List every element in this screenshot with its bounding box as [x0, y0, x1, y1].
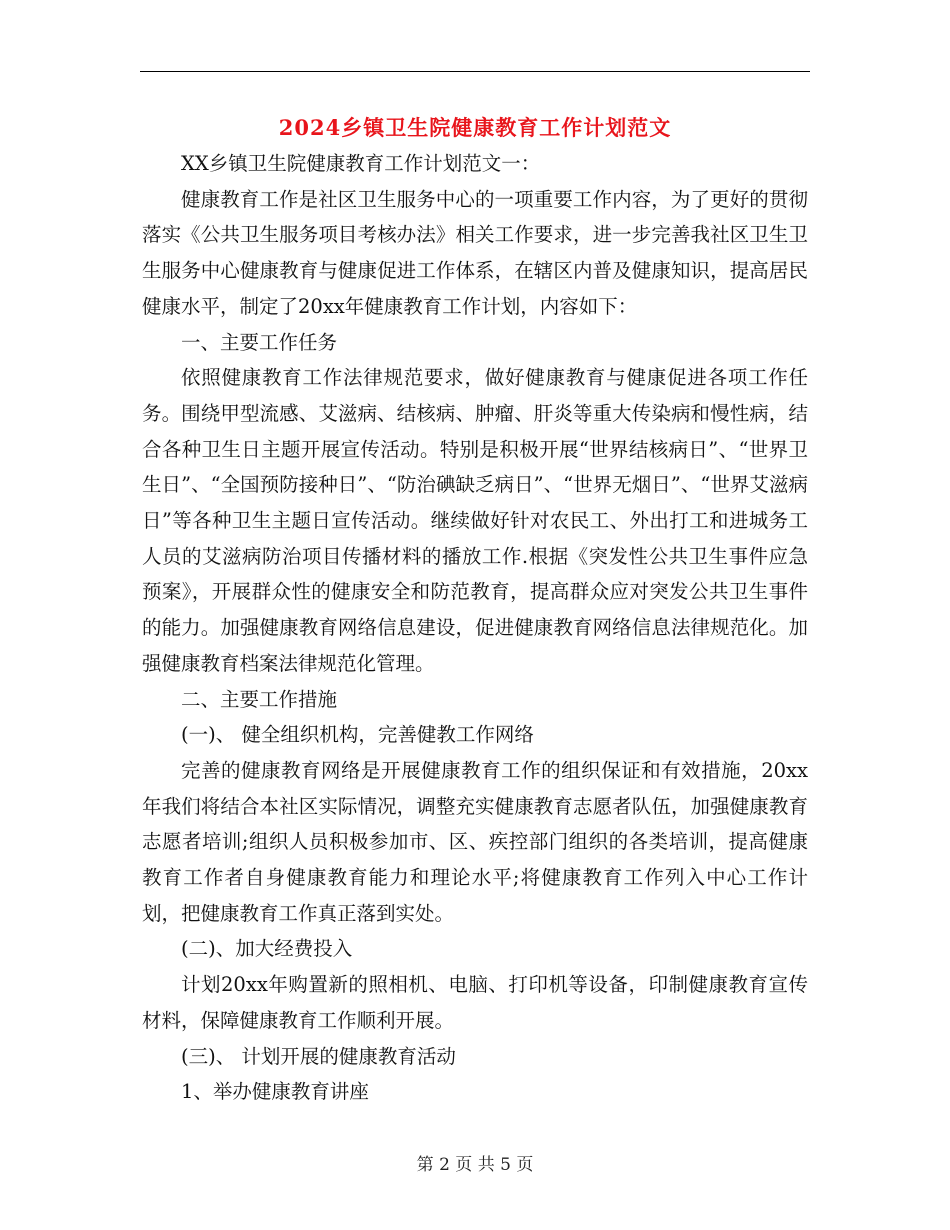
paragraph: XX乡镇卫生院健康教育工作计划范文一： [181, 152, 541, 175]
paragraph: 健康教育工作是社区卫生服务中心的一项重要工作内容，为了更好的贯彻落实《公共卫生服务项目考核办法》相关工作要求，进一步完善我社区卫生卫生服务中心健康教育与健康促进工作体系，在辖区内普及健康知识，提高居民健康水平，制定了20xx年健康教育工作计划，内容如下： [142, 187, 808, 318]
paragraph: 依照健康教育工作法律规范要求，做好健康教育与健康促进各项工作任务。围绕甲型流感、艾滋病、结核病、肿瘤、肝炎等重大传染病和慢性病，结合各种卫生日主题开展宣传活动。特别是积极开展“世界结核病日”、“世界卫生日”、“全国预防接种日”、“防治碘缺乏病日”、“世界无烟日”、“世界艾滋病日”等各种卫生主题日宣传活动。继续做好针对农民工、外出打工和进城务工人员的艾滋病防治项目传播材料的播放工作.根据《突发性公共卫生事件应急预案》，开展群众性的健康安全和防范教育，提高群众应对突发公共卫生事件的能力。加强健康教育网络信息建设，促进健康教育网络信息法律规范化。加强健康教育档案法律规范化管理。 [142, 366, 808, 675]
section-heading: 一、主要工作任务 [181, 330, 338, 354]
page-title: 2024乡镇卫生院健康教育工作计划范文 [278, 115, 672, 140]
section-heading: 二、主要工作措施 [181, 687, 338, 711]
paragraph: 完善的健康教育网络是开展健康教育工作的组织保证和有效措施，20xx年我们将结合本社区实际情况，调整充实健康教育志愿者队伍，加强健康教育志愿者培训;组织人员积极参加市、区、疾控部门组织的各类培训，提高健康教育工作者自身健康教育能力和理论水平;将健康教育工作列入中心工作计划，把健康教育工作真正落到实处。 [142, 758, 808, 925]
subsection-heading: (一)、 健全组织机构，完善健教工作网络 [181, 723, 534, 747]
document-body [142, 146, 808, 1110]
subsection-heading: (三)、 计划开展的健康教育活动 [181, 1044, 456, 1068]
header-rule [140, 71, 810, 72]
subsection-heading: (二)、加大经费投入 [181, 937, 353, 961]
paragraph: 计划20xx年购置新的照相机、电脑、打印机等设备，印制健康教育宣传材料，保障健康教育工作顺利开展。 [142, 973, 808, 1032]
list-item: 1、举办健康教育讲座 [181, 1080, 369, 1104]
page-number-footer: 第 2 页 共 5 页 [416, 1155, 534, 1175]
